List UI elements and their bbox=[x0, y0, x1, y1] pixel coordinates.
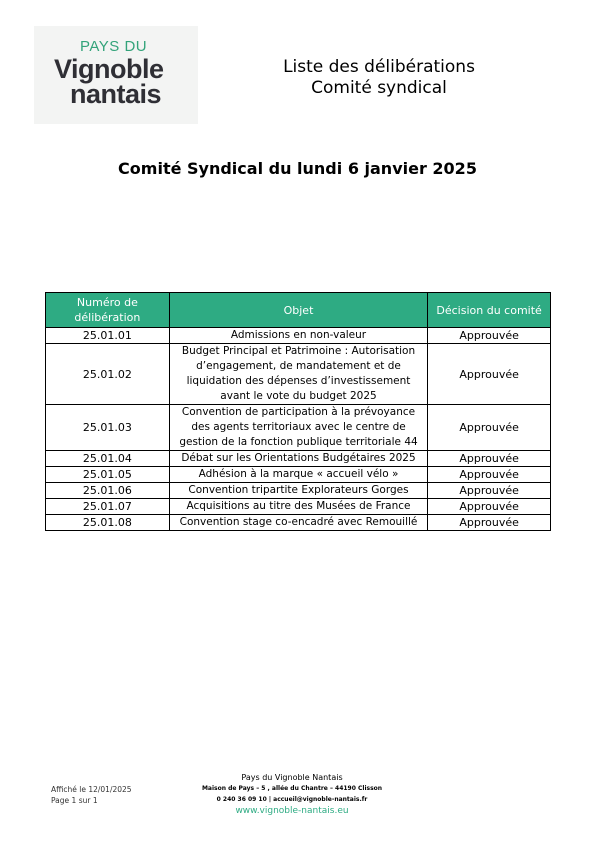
table-header-row bbox=[46, 293, 551, 328]
table-row bbox=[46, 483, 551, 499]
footer-website-link[interactable]: www.vignoble-nantais.eu bbox=[235, 806, 349, 816]
table-row bbox=[46, 344, 551, 405]
row-number: 25.01.05 bbox=[46, 467, 170, 483]
document-title bbox=[250, 57, 508, 99]
row-number: 25.01.06 bbox=[46, 483, 170, 499]
column-header-number: Numéro de délibération bbox=[46, 293, 170, 328]
page-number: Page 1 sur 1 bbox=[51, 796, 98, 805]
footer-organization: Pays du Vignoble Nantais bbox=[241, 773, 343, 782]
row-object: Convention tripartite Explorateurs Gorges bbox=[169, 483, 427, 499]
row-number: 25.01.01 bbox=[46, 328, 170, 344]
row-object: Acquisitions au titre des Musées de France bbox=[169, 499, 427, 515]
posting-info bbox=[51, 784, 132, 806]
footer-contact: 0 240 36 09 10 | accueil@vignoble-nantais.fr bbox=[216, 796, 368, 803]
row-number: 25.01.07 bbox=[46, 499, 170, 515]
footer-address: Maison de Pays – 5 , allée du Chantre – 44190 Clisson bbox=[201, 785, 383, 792]
logo bbox=[34, 26, 198, 124]
posting-date: Affiché le 12/01/2025 bbox=[51, 785, 132, 794]
footer bbox=[192, 772, 392, 817]
row-decision: Approuvée bbox=[428, 467, 551, 483]
row-number: 25.01.02 bbox=[46, 344, 170, 405]
row-object: Convention stage co-encadré avec Remouillé bbox=[169, 515, 427, 531]
row-decision: Approuvée bbox=[428, 451, 551, 467]
row-decision: Approuvée bbox=[428, 499, 551, 515]
column-header-decision: Décision du comité bbox=[428, 293, 551, 328]
deliberations-table bbox=[45, 292, 551, 531]
row-number: 25.01.03 bbox=[46, 405, 170, 451]
row-object: Débat sur les Orientations Budgétaires 2025 bbox=[169, 451, 427, 467]
row-decision: Approuvée bbox=[428, 328, 551, 344]
table-row bbox=[46, 499, 551, 515]
column-header-object: Objet bbox=[169, 293, 427, 328]
row-decision: Approuvée bbox=[428, 483, 551, 499]
table-row bbox=[46, 515, 551, 531]
document-title-line-1: Liste des délibérations bbox=[283, 57, 475, 77]
table-row bbox=[46, 467, 551, 483]
row-object: Budget Principal et Patrimoine : Autorisation d’engagement, de mandatement et de liquidation des dépenses d’investissement avant le vote du budget 2025 bbox=[169, 344, 427, 405]
table-row bbox=[46, 328, 551, 344]
row-object: Admissions en non-valeur bbox=[169, 328, 427, 344]
table-row bbox=[46, 451, 551, 467]
logo-line-1: PAYS DU bbox=[80, 38, 148, 55]
row-decision: Approuvée bbox=[428, 344, 551, 405]
document-title-line-2: Comité syndical bbox=[311, 78, 447, 98]
row-decision: Approuvée bbox=[428, 515, 551, 531]
row-decision: Approuvée bbox=[428, 405, 551, 451]
row-object: Convention de participation à la prévoyance des agents territoriaux avec le centre de gestion de la fonction publique territoriale 44 bbox=[169, 405, 427, 451]
meeting-title: Comité Syndical du lundi 6 janvier 2025 bbox=[118, 159, 477, 178]
logo-line-3: nantais bbox=[70, 79, 162, 109]
row-object: Adhésion à la marque « accueil vélo » bbox=[169, 467, 427, 483]
table-row bbox=[46, 405, 551, 451]
row-number: 25.01.04 bbox=[46, 451, 170, 467]
logo-line-2: Vignoble bbox=[54, 54, 164, 84]
row-number: 25.01.08 bbox=[46, 515, 170, 531]
